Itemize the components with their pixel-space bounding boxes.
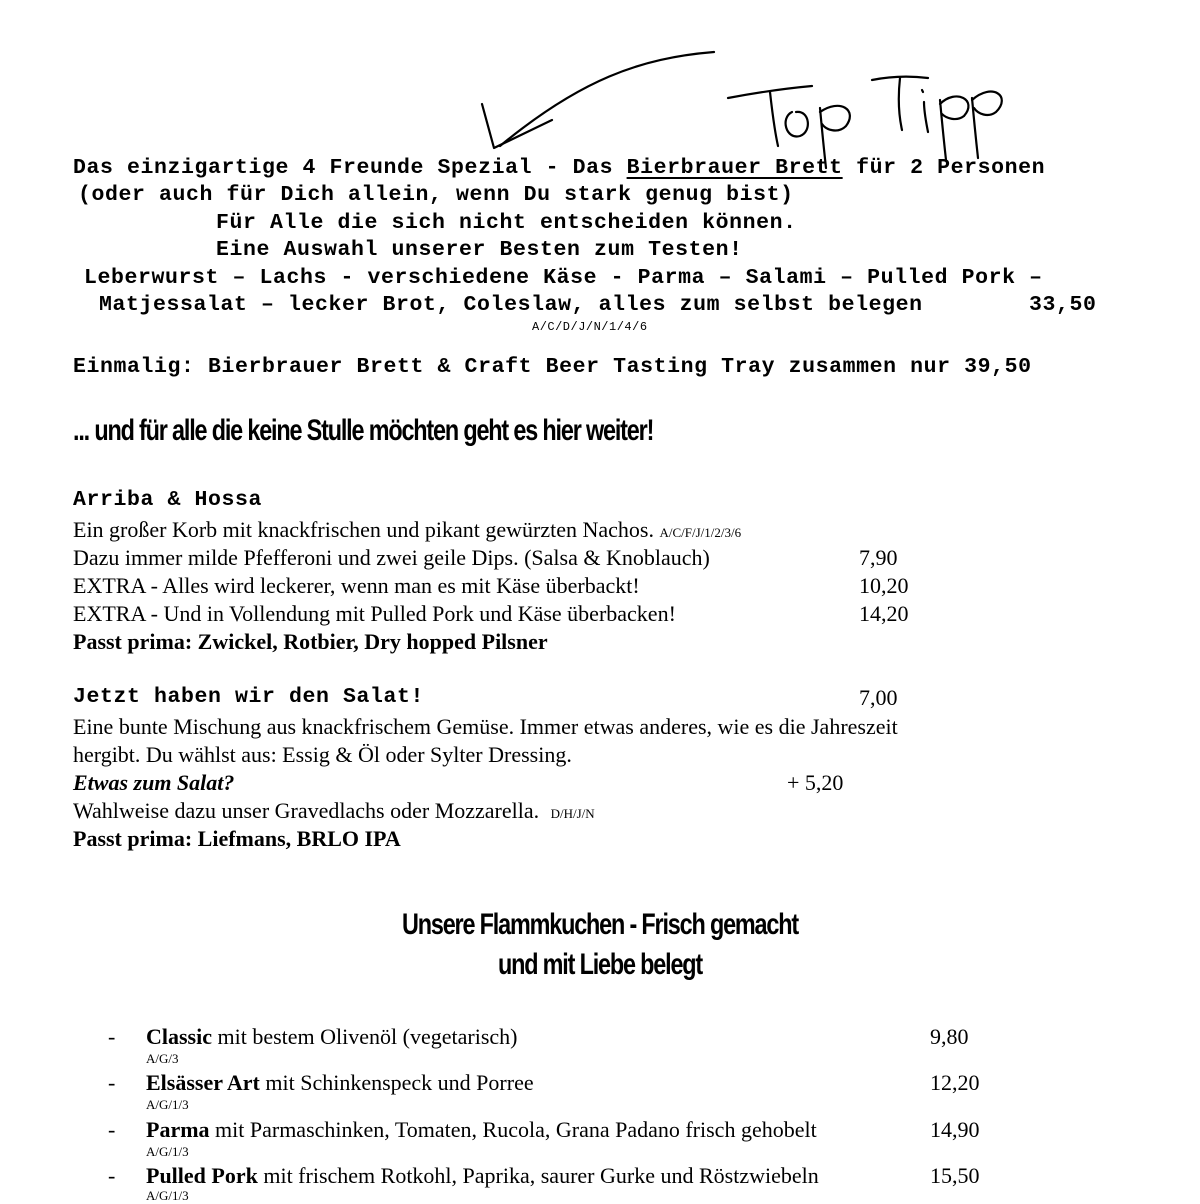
salat-extra-desc [73, 798, 595, 824]
special-allergens: A/C/D/J/N/1/4/6 [532, 320, 648, 334]
item-name: Elsässer Art [146, 1070, 260, 1095]
item-allergens: A/G/1/3 [146, 1097, 189, 1112]
list-bullet: - [108, 1117, 116, 1142]
item-price: 14,90 [930, 1117, 980, 1142]
salat-desc-2: hergibt. Du wählst aus: Essig & Öl oder Sylter Dressing. [73, 742, 572, 767]
special-line-2: (oder auch für Dich allein, wenn Du stark genug bist) [78, 183, 794, 207]
item-text [146, 1024, 517, 1050]
bierbrauer-brett-link: Bierbrauer Brett [626, 156, 843, 180]
arrow-head [482, 104, 552, 148]
item-allergens: A/G/1/3 [146, 1188, 189, 1203]
item-name: Parma [146, 1117, 210, 1142]
special-line-1 [73, 156, 1045, 180]
section-heading: ... und für alle die keine Stulle möchten geht es hier weiter! [73, 414, 654, 447]
salat-title: Jetzt haben wir den Salat! [73, 685, 425, 709]
list-bullet: - [108, 1163, 116, 1188]
arriba-desc-2: Dazu immer milde Pfefferoni und zwei geile Dips. (Salsa & Knoblauch) [73, 545, 710, 570]
special-line-1-end: für 2 Personen [842, 156, 1046, 180]
arriba-desc-1-text: Ein großer Korb mit knackfrischen und pikant gewürzten Nachos. [73, 517, 654, 542]
item-price: 12,20 [930, 1070, 980, 1095]
special-line-4: Eine Auswahl unserer Besten zum Testen! [216, 238, 743, 262]
flammkuchen-heading-1: Unsere Flammkuchen - Frisch gemacht [402, 908, 798, 941]
item-name: Pulled Pork [146, 1163, 258, 1188]
arriba-price-1: 7,90 [859, 545, 898, 570]
list-bullet: - [108, 1024, 116, 1049]
arriba-allergens: A/C/F/J/1/2/3/6 [659, 525, 742, 540]
arrow-shaft [500, 52, 714, 146]
special-line-1-start: Das einzigartige 4 Freunde Spezial - Das [73, 156, 627, 180]
item-text [146, 1070, 534, 1096]
item-desc: mit Schinkenspeck und Porree [259, 1070, 534, 1095]
item-allergens: A/G/1/3 [146, 1144, 189, 1159]
arriba-extra-1: EXTRA - Alles wird leckerer, wenn man es mit Käse überbackt! [73, 573, 640, 598]
special-price: 33,50 [1029, 293, 1097, 317]
salat-pairing: Passt prima: Liefmans, BRLO IPA [73, 826, 401, 851]
salat-desc-1: Eine bunte Mischung aus knackfrischem Gemüse. Immer etwas anderes, wie es die Jahreszeit [73, 714, 898, 739]
salat-extra-allergens: D/H/J/N [550, 806, 595, 821]
item-price: 9,80 [930, 1024, 969, 1049]
item-name: Classic [146, 1024, 212, 1049]
arriba-price-3: 14,20 [859, 601, 909, 626]
salat-extra-price: + 5,20 [787, 770, 844, 795]
arriba-desc-1 [73, 517, 741, 543]
salat-extra-title: Etwas zum Salat? [73, 770, 235, 795]
special-line-3: Für Alle die sich nicht entscheiden können. [216, 211, 797, 235]
special-line-6: Matjessalat – lecker Brot, Coleslaw, alles zum selbst belegen [99, 293, 923, 317]
salat-price: 7,00 [859, 685, 898, 710]
special-line-5: Leberwurst – Lachs - verschiedene Käse - Parma – Salami – Pulled Pork – [84, 266, 1043, 290]
item-desc: mit frischem Rotkohl, Paprika, saurer Gurke und Röstzwiebeln [257, 1163, 819, 1188]
arriba-price-2: 10,20 [859, 573, 909, 598]
item-text [146, 1163, 819, 1189]
item-price: 15,50 [930, 1163, 980, 1188]
item-desc: mit bestem Olivenöl (vegetarisch) [212, 1024, 518, 1049]
list-bullet: - [108, 1070, 116, 1095]
item-desc: mit Parmaschinken, Tomaten, Rucola, Grana Padano frisch gehobelt [209, 1117, 817, 1142]
item-allergens: A/G/3 [146, 1051, 179, 1066]
special-combo-offer: Einmalig: Bierbrauer Brett & Craft Beer Tasting Tray zusammen nur 39,50 [73, 355, 1032, 379]
arriba-title: Arriba & Hossa [73, 488, 263, 512]
salat-extra-desc-text: Wahlweise dazu unser Gravedlachs oder Mozzarella. [73, 798, 540, 823]
item-text [146, 1117, 817, 1143]
flammkuchen-heading-2: und mit Liebe belegt [497, 948, 703, 981]
arriba-pairing: Passt prima: Zwickel, Rotbier, Dry hopped Pilsner [73, 629, 548, 654]
arriba-extra-2: EXTRA - Und in Vollendung mit Pulled Pork und Käse überbacken! [73, 601, 676, 626]
